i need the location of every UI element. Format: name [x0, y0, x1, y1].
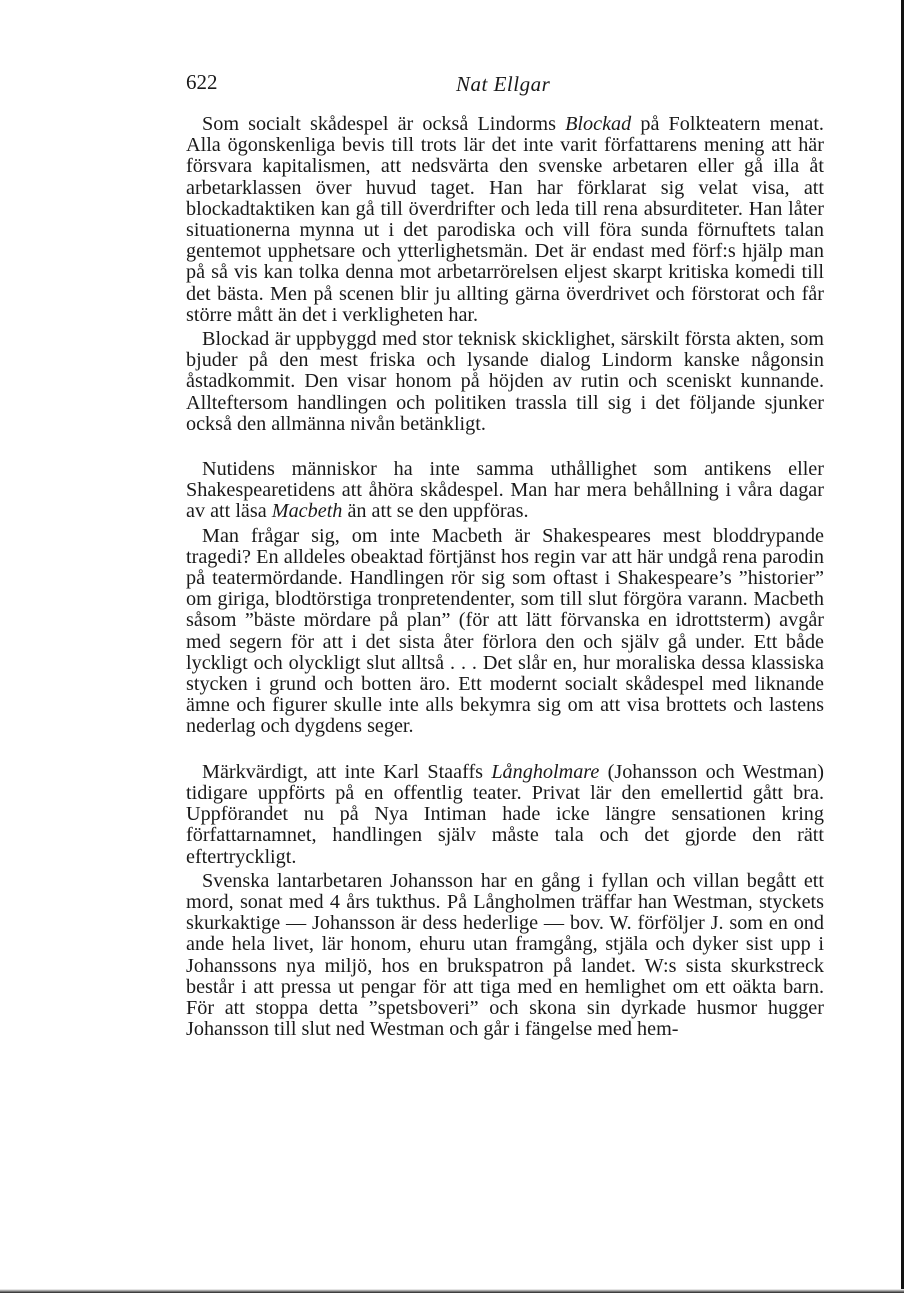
- book-page: [186, 70, 824, 1040]
- running-head: [186, 70, 824, 100]
- paragraph: [186, 459, 824, 523]
- article-section: [186, 762, 824, 1041]
- paragraph: [186, 114, 824, 326]
- paragraph-text: (Johansson och Westman) tidigare uppförts på en offentlig teater. Privat lär den emellertid gått bra. Uppförandet nu på Nya Intiman hade icke längre sensationen kring författarnamnet, handlingen själv måste tala och det gjorde den rätt eftertryckligt.: [186, 760, 825, 868]
- paragraph: [186, 526, 824, 738]
- italic-title: Långholmare: [491, 760, 600, 783]
- paragraph-text: Som socialt skådespel är också Lindorms: [202, 113, 566, 135]
- paragraph-text: Svenska lantarbetaren Johansson har en gång i fyllan och villan begått ett mord, sonat med 4 års tukthus. På Långholmen träffar han Westman, styckets skurkaktige — Johansson är dess hederlige — bov. W. förföljer J. som en ond ande hela livet, lär honom, ehuru utan framgång, stjäla och dyker sist upp i Johanssons nya miljö, hos en brukspatron på landet. W:s sista skurkstreck består i att pressa ut pengar för att tiga med en hemlighet om ett oäkta barn. För att stoppa detta ”spetsboveri” och skona sin dyrkade husmor hugger Johansson till slut ned Westman och går i fängelse med hem-: [186, 869, 824, 1041]
- paragraph: [186, 762, 824, 868]
- paragraph: [186, 871, 824, 1041]
- body-text: [186, 114, 824, 1040]
- article-section: [186, 459, 824, 738]
- paragraph-text: på Folkteatern menat. Alla ögonskenliga bevis till trots lär det inte varit författarens mening att här försvara kapitalismen, att nedsvärta den svenske arbetaren eller gå illa åt arbetarklassen över huvud taget. Han har förklarat sig velat visa, att blockadtaktiken kan gå till överdrifter och leda till rena absurditeter. Han låter situationerna mynna ut i det parodiska och vill föra sunda förnuftets talan gentemot upphetsare och ytterlighetsmän. Det är endast med förf:s hjälp man på så vis kan tolka denna mot arbetarrörelsen eljest skarpt kritiska komedi till det bästa. Men på scenen blir ju allting gärna överdrivet och förstorat och får större mått än det i verkligheten har.: [186, 113, 824, 326]
- article-section: [186, 114, 824, 435]
- paragraph-text: Märkvärdigt, att inte Karl Staaffs: [202, 760, 492, 783]
- paragraph-text: Nutidens människor ha inte samma uthållighet som antikens eller Shakespearetidens att åhöra skådespel. Man har mera behållning i våra dagar av att läsa: [186, 458, 824, 523]
- paragraph-text: än att se den uppföras.: [342, 500, 529, 523]
- page-number: 622: [186, 70, 218, 94]
- running-title: Nat Ellgar: [456, 72, 551, 96]
- paragraph: [186, 329, 824, 435]
- paragraph-text: Blockad är uppbyggd med stor teknisk skicklighet, särskilt första akten, som bjuder på den mest friska och lysande dialog Lindorm kanske någonsin åstadkommit. Den visar honom på höjden av rutin och sceniskt kunnande. Allteftersom handlingen och politiken trassla till sig i det följande sjunker också den allmänna nivån betänkligt.: [186, 328, 824, 435]
- italic-title: Blockad: [565, 113, 632, 135]
- paragraph-text: Man frågar sig, om inte Macbeth är Shakespeares mest bloddrypande tragedi? En alldeles obeaktad förtjänst hos regin var att här undgå rena parodin på teatermördande. Handlingen rör sig som oftast i Shakespeare’s ”historier” om giriga, blodtörstiga tronpretendenter, som till slut förgöra varann. Macbeth såsom ”bäste mördare på plan” (för att lätt förvanska en idrottsterm) avgår med segern för att i det sista åter förlora den och själv gå under. Ett både lyckligt och olyckligt slut alltså . . . Det slår en, hur moraliska dessa klassiska stycken i grund och botten äro. Ett modernt socialt skådespel med liknande ämne och figurer skulle inte alls bekymra sig om att visa brottets och lastens nederlag och dygdens seger.: [186, 524, 824, 738]
- italic-title: Macbeth: [271, 500, 343, 523]
- page-edge-bottom: [0, 1289, 904, 1293]
